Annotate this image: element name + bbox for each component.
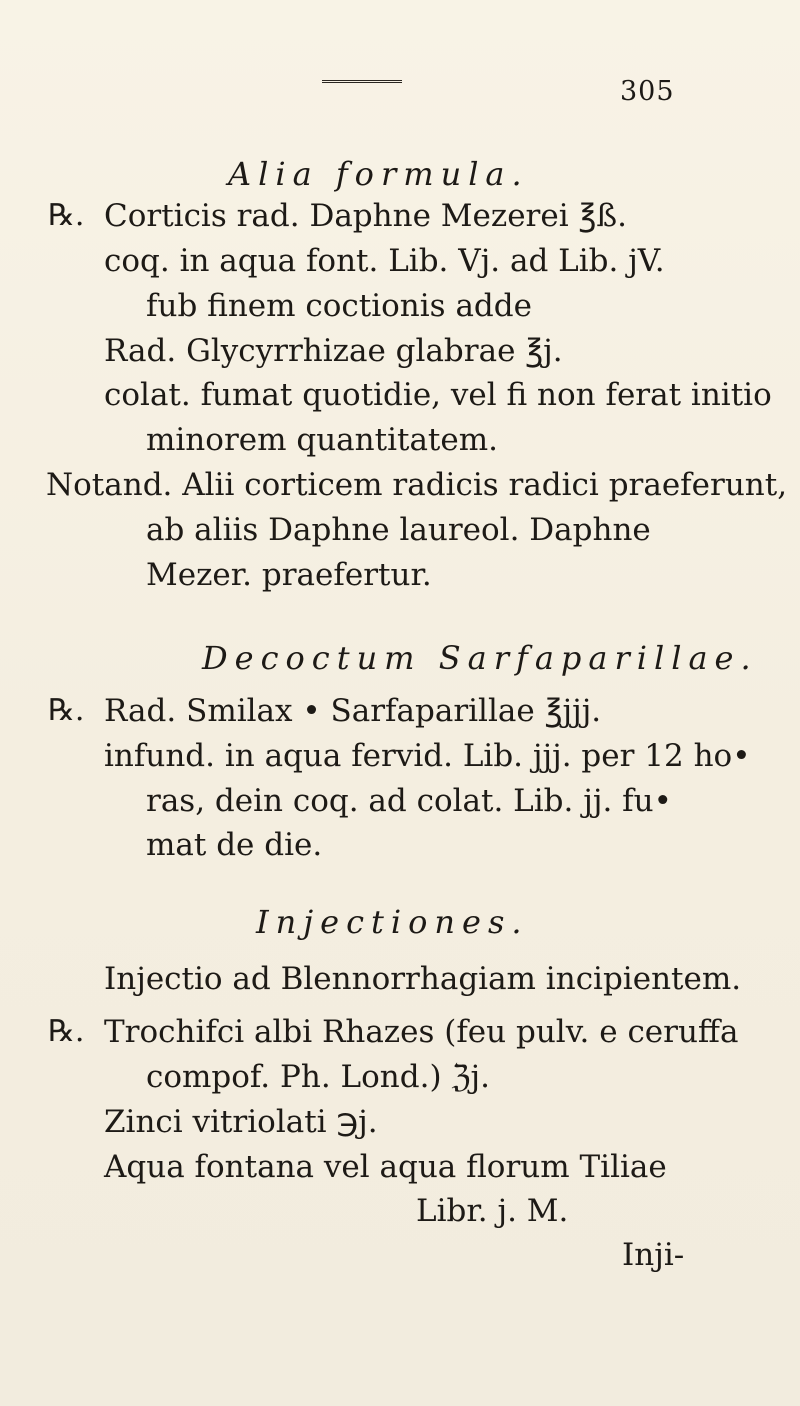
text-line: Rad. Glycyrrhizae glabrae ℥j. [104,333,563,369]
recipe-sign: ℞. [48,693,85,728]
text-line: coq. in aqua font. Lib. Vj. ad Lib. jV. [104,243,665,279]
recipe-sign: ℞. [48,1014,85,1049]
text-line: fub finem coctionis adde [146,288,532,324]
text-line: mat de die. [146,827,323,863]
text-line: Libr. j. M. [416,1193,569,1229]
text-line: Mezer. praefertur. [146,557,432,593]
text-line: colat. fumat quotidie, vel fi non ferat initio [104,377,772,413]
page-number: 305 [620,76,675,107]
text-line: compof. Ph. Lond.) ℨj. [146,1059,490,1095]
text-line: minorem quantitatem. [146,422,498,458]
section-heading-injectiones: Injectiones. [256,903,529,941]
text-line: ras, dein coq. ad colat. Lib. jj. fu• [146,783,672,819]
header-rule [322,80,402,83]
text-line: infund. in aqua fervid. Lib. jjj. per 12 ho• [104,738,751,774]
text-line: Rad. Smilax • Sarfaparillae ℥jjj. [104,693,602,729]
text-line: Notand. Alii corticem radicis radici praeferunt, [46,467,788,503]
text-line: Aqua fontana vel aqua florum Tiliae [104,1149,667,1185]
text-line: ab aliis Daphne laureol. Daphne [146,512,651,548]
section-heading-decoctum: Decoctum Sarfaparillae. [202,639,758,677]
section-subtitle: Injectio ad Blennorrhagiam incipientem. [104,961,742,997]
catchword: Inji- [622,1237,685,1273]
recipe-sign: ℞. [48,198,85,233]
text-line: Trochifci albi Rhazes (feu pulv. e ceruffa [104,1014,739,1050]
text-line: Zinci vitriolati ℈j. [104,1104,378,1140]
text-line: Corticis rad. Daphne Mezerei ℥ß. [104,198,627,234]
section-heading-alia-formula: Alia formula. [228,155,529,193]
